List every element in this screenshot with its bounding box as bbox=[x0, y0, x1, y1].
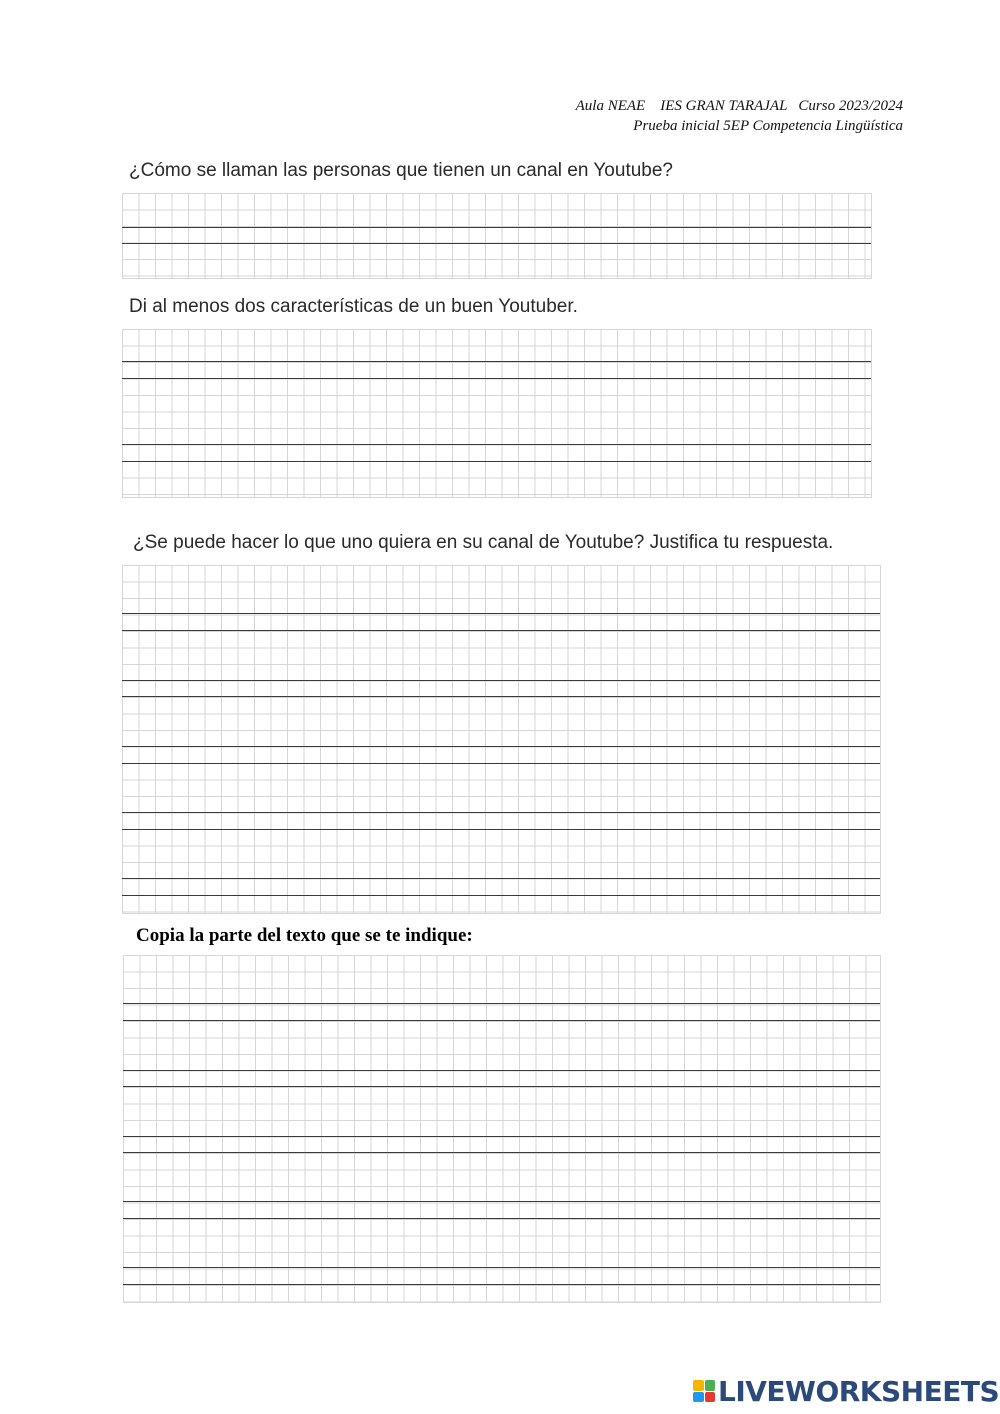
writing-rule bbox=[122, 763, 880, 764]
question-3: ¿Se puede hacer lo que uno quiera en su canal de Youtube? Justifica tu respuesta. bbox=[133, 532, 834, 553]
writing-rule bbox=[122, 895, 880, 896]
writing-rule bbox=[123, 1136, 880, 1137]
page-header bbox=[576, 96, 903, 136]
writing-rule bbox=[123, 1020, 880, 1021]
logo-text: LIVEWORKSHEETS bbox=[718, 1374, 1000, 1408]
answer-grid-2[interactable] bbox=[122, 329, 872, 498]
writing-rule bbox=[122, 829, 880, 830]
question-4: Copia la parte del texto que se te indique: bbox=[136, 925, 473, 946]
writing-rule bbox=[123, 1267, 880, 1268]
writing-rule bbox=[122, 613, 880, 614]
writing-rule bbox=[123, 1070, 880, 1071]
question-1: ¿Cómo se llaman las personas que tienen un canal en Youtube? bbox=[129, 160, 673, 181]
header-line-1: Aula NEAE IES GRAN TARAJAL Curso 2023/2024 bbox=[575, 98, 903, 114]
writing-rule bbox=[123, 1284, 880, 1285]
writing-rule bbox=[122, 461, 871, 462]
writing-rule bbox=[122, 746, 880, 747]
writing-rule bbox=[122, 878, 880, 879]
liveworksheets-logo[interactable] bbox=[693, 1375, 999, 1407]
writing-rule bbox=[123, 1201, 880, 1202]
question-2: Di al menos dos características de un buen Youtuber. bbox=[129, 296, 578, 317]
answer-grid-4[interactable] bbox=[123, 955, 881, 1303]
header-line-2: Prueba inicial 5EP Competencia Lingüística bbox=[633, 118, 903, 134]
writing-rule bbox=[122, 630, 880, 631]
writing-rule bbox=[122, 444, 871, 445]
writing-rule bbox=[123, 1152, 880, 1153]
writing-rule bbox=[122, 680, 880, 681]
writing-rule bbox=[123, 1003, 880, 1004]
answer-grid-3[interactable] bbox=[122, 565, 881, 914]
writing-rule bbox=[122, 378, 871, 379]
liveworksheets-logo-icon bbox=[693, 1380, 715, 1402]
writing-rule bbox=[123, 1218, 880, 1219]
writing-rule bbox=[123, 1086, 880, 1087]
answer-grid-1[interactable] bbox=[122, 193, 872, 279]
writing-rule bbox=[122, 361, 871, 362]
writing-rule bbox=[122, 812, 880, 813]
writing-rule bbox=[122, 243, 871, 244]
writing-rule bbox=[122, 227, 871, 228]
writing-rule bbox=[122, 696, 880, 697]
